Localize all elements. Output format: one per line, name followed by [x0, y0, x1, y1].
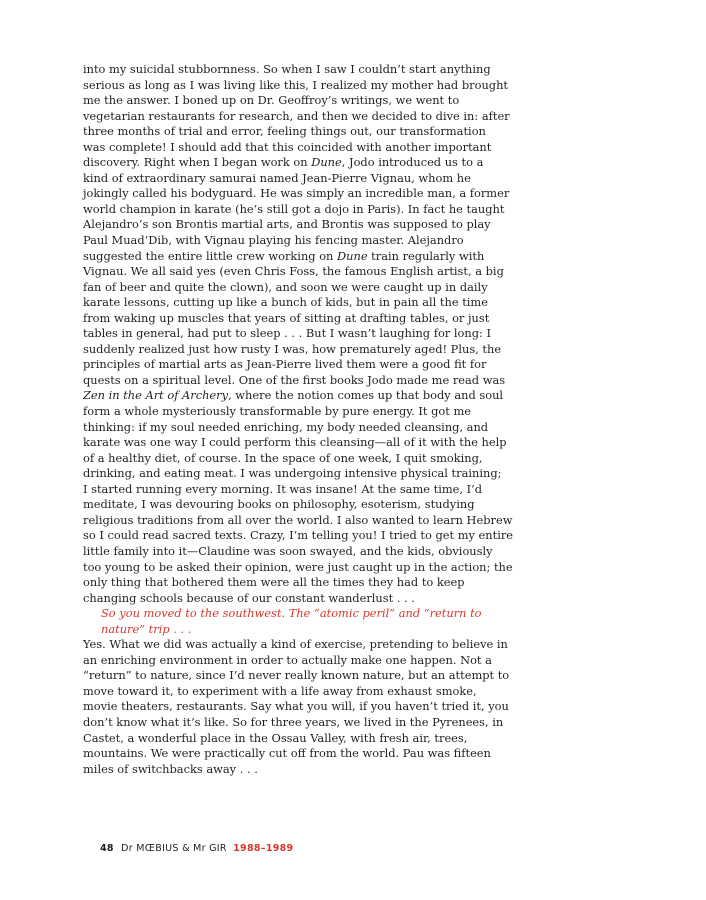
text-line: meditate, I was devouring books on philosophy, esoterism, studying: [83, 497, 475, 512]
italic-title: Dune: [337, 248, 368, 263]
article-body: [83, 62, 514, 777]
text-line: karate lessons, cutting up like a bunch of kids, but in pain all the time: [83, 295, 488, 310]
text-line: [83, 388, 504, 404]
interviewer-question: [83, 606, 482, 637]
question-line: nature” trip . . .: [101, 621, 192, 636]
text-line: vegetarian restaurants for research, and then we decided to dive in: after: [83, 108, 510, 123]
text-line: religious traditions from all over the world. I also wanted to learn Hebrew: [83, 512, 513, 527]
text-line: changing schools because of our constant wanderlust . . .: [83, 590, 415, 605]
text-line: me the answer. I boned up on Dr. Geoffroy’s writings, we went to: [83, 93, 460, 108]
text-line: only thing that bothered them were all the times they had to keep: [83, 575, 465, 590]
text-line: movie theaters, restaurants. Say what you will, if you haven’t tried it, you: [83, 699, 509, 714]
text-segment: , where the notion comes up that body and soul: [228, 388, 504, 403]
text-line: Alejandro’s son Brontis martial arts, and Brontis was supposed to play: [83, 217, 491, 232]
text-line: into my suicidal stubbornness. So when I saw I couldn’t start anything: [83, 62, 491, 76]
text-line: Vignau. We all said yes (even Chris Foss, the famous English artist, a big: [83, 264, 504, 279]
text-line: was complete! I should add that this coincided with another important: [83, 139, 492, 154]
text-line: [83, 155, 484, 171]
text-line: drinking, and eating meat. I was undergoing intensive physical training;: [83, 466, 502, 481]
text-line: an enriching environment in order to actually make one happen. Not a: [83, 652, 492, 667]
italic-title: Dune: [311, 155, 342, 170]
chapter-years: 1988–1989: [233, 843, 294, 854]
paragraph-answer-2: [83, 637, 510, 777]
text-line: too young to be asked their opinion, were just caught up in the action; the: [83, 559, 513, 574]
book-title: Dr MŒBIUS & Mr GIR: [121, 843, 227, 854]
text-line: serious as long as I was living like this, I realized my mother had brought: [83, 77, 508, 92]
text-line: fan of beer and quite the clown), and soon we were caught up in daily: [83, 279, 488, 294]
text-line: of a healthy diet, of course. In the space of one week, I quit smoking,: [83, 450, 483, 465]
paragraph-answer-1: [83, 62, 514, 606]
text-line: form a whole mysteriously transformable by pure energy. It got me: [83, 404, 472, 419]
question-line: So you moved to the southwest. The “atomic peril” and “return to: [101, 606, 482, 621]
text-line: kind of extraordinary samurai named Jean-Pierre Vignau, whom he: [83, 170, 471, 185]
text-line: Yes. What we did was actually a kind of exercise, pretending to believe in: [83, 637, 508, 652]
text-line: suddenly realized just how rusty I was, how prematurely aged! Plus, the: [83, 341, 502, 356]
text-line: move toward it, to experiment with a life away from exhaust smoke,: [83, 683, 477, 698]
text-line: so I could read sacred texts. Crazy, I’m telling you! I tried to get my entire: [83, 528, 514, 543]
text-segment: discovery. Right when I began work on: [83, 155, 312, 170]
text-line: thinking: if my soul needed enriching, my body needed cleansing, and: [83, 419, 489, 434]
text-line: karate was one way I could perform this cleansing—all of it with the help: [83, 435, 507, 450]
text-line: Castet, a wonderful place in the Ossau Valley, with fresh air, trees,: [83, 730, 468, 745]
italic-title: Zen in the Art of Archery: [83, 388, 229, 403]
text-line: I started running every morning. It was insane! At the same time, I’d: [83, 481, 483, 496]
text-line: miles of switchbacks away . . .: [83, 761, 258, 776]
text-segment: train regularly with: [367, 248, 485, 263]
text-segment: , Jodo introduced us to a: [341, 155, 484, 170]
text-line: jokingly called his bodyguard. He was simply an incredible man, a former: [83, 186, 510, 201]
text-line: little family into it—Claudine was soon swayed, and the kids, obviously: [83, 543, 493, 558]
text-line: world champion in karate (he’s still got a dojo in Paris). In fact he taught: [83, 201, 505, 216]
text-line: “return” to nature, since I’d never really known nature, but an attempt to: [83, 668, 510, 683]
text-line: three months of trial and error, feeling things out, our transformation: [83, 124, 486, 139]
text-line: tables in general, had put to sleep . . . But I wasn’t laughing for long: I: [83, 326, 491, 341]
text-line: [83, 248, 485, 265]
text-line: principles of martial arts as Jean-Pierre lived them were a good fit for: [83, 357, 487, 372]
text-line: from waking up muscles that years of sitting at drafting tables, or just: [83, 310, 490, 325]
text-line: quests on a spiritual level. One of the first books Jodo made me read was: [83, 372, 506, 387]
text-segment: suggested the entire little crew working on: [83, 248, 338, 263]
page-number: 48: [100, 843, 114, 854]
text-line: Paul Muad’Dib, with Vignau playing his fencing master. Alejandro: [83, 233, 464, 248]
page-footer: [100, 843, 293, 854]
text-line: mountains. We were practically cut off from the world. Pau was fifteen: [83, 746, 491, 761]
text-line: don’t know what it’s like. So for three years, we lived in the Pyrenees, in: [83, 714, 504, 729]
